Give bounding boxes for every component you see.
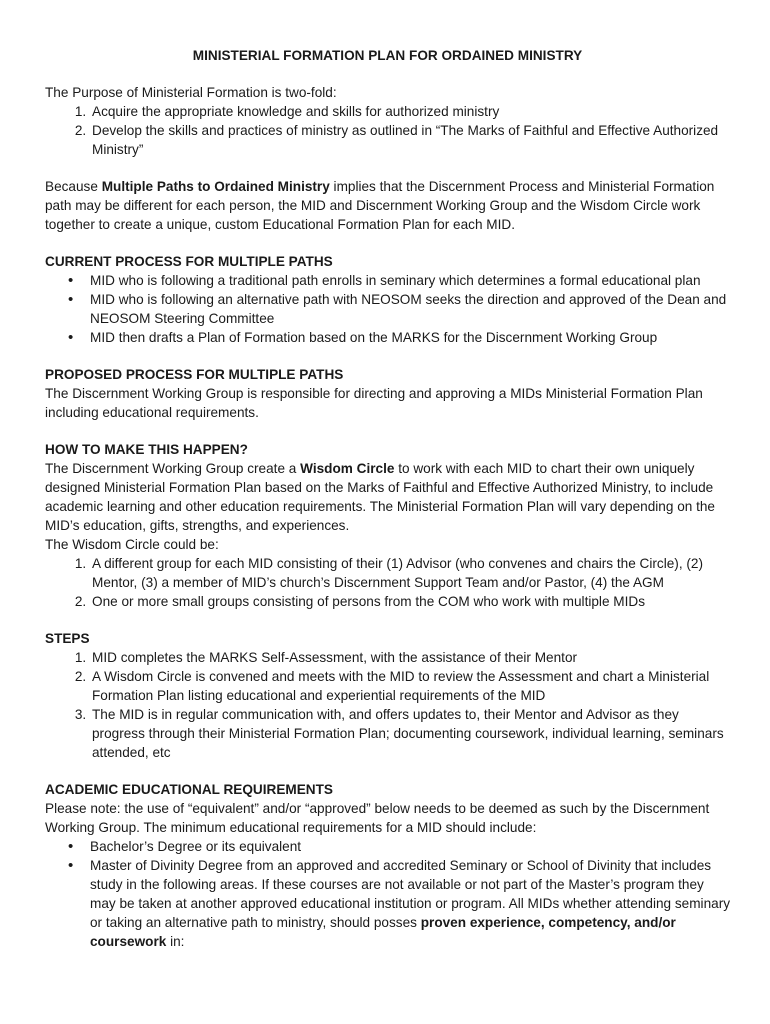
purpose-intro: The Purpose of Ministerial Formation is two-fold:	[45, 85, 337, 100]
wisdom-circle-list	[45, 554, 730, 611]
academic-item: • Bachelor’s Degree or its equivalent	[90, 837, 730, 856]
page-title: MINISTERIAL FORMATION PLAN FOR ORDAINED MINISTRY	[192, 48, 583, 63]
purpose-list	[45, 102, 730, 159]
academic-note: Please note: the use of “equivalent” and/or “approved” below needs to be deemed as such by the Discernment Working Group. The minimum educational requirements for a MID should include:	[45, 801, 710, 835]
current-process-item: • MID who is following an alternative path with NEOSOM seeks the direction and approved of the Dean and NEOSOM Steering Committee	[90, 290, 730, 328]
because-pre: Because	[45, 179, 102, 194]
academic-item	[90, 856, 730, 951]
proposed-process-section	[45, 365, 730, 422]
because-post: implies that the Discernment Process and Ministerial Formation path may be different for each person, the MID and Discernment Working Group and the Wisdom Circle work together to create a unique, custom Educational Formation Plan for each MID.	[45, 179, 715, 232]
step-item: 1. MID completes the MARKS Self-Assessment, with the assistance of their Mentor	[90, 648, 730, 667]
how-to-post: to work with each MID to chart their own uniquely designed Ministerial Formation Plan based on the Marks of Faithful and Effective Authorized Ministry, to include academic learning and other education requirements. The Ministerial Formation Plan will vary depending on the MID’s education, gifts, strengths, and experiences.	[45, 461, 715, 533]
step-item: 2. A Wisdom Circle is convened and meets with the MID to review the Assessment and chart a Ministerial Formation Plan listing educational and experiential requirements of the MID	[90, 667, 730, 705]
how-to-section	[45, 440, 730, 611]
because-paragraph	[45, 177, 730, 234]
current-process-section	[45, 252, 730, 347]
academic-heading: ACADEMIC EDUCATIONAL REQUIREMENTS	[45, 782, 333, 797]
academic-item-post: in:	[166, 934, 185, 949]
academic-list	[45, 837, 730, 951]
purpose-section	[45, 83, 730, 159]
how-to-pre: The Discernment Working Group create a	[45, 461, 301, 476]
wisdom-circle-item: 2. One or more small groups consisting of persons from the COM who work with multiple MIDs	[90, 592, 730, 611]
proposed-process-text: The Discernment Working Group is responsible for directing and approving a MIDs Ministerial Formation Plan including educational requirements.	[45, 386, 703, 420]
current-process-item: • MID then drafts a Plan of Formation based on the MARKS for the Discernment Working Group	[90, 328, 730, 347]
how-to-heading: HOW TO MAKE THIS HAPPEN?	[45, 442, 248, 457]
how-to-paragraph	[45, 459, 730, 535]
purpose-item: 1. Acquire the appropriate knowledge and skills for authorized ministry	[90, 102, 730, 121]
proposed-process-heading: PROPOSED PROCESS FOR MULTIPLE PATHS	[45, 367, 344, 382]
steps-list	[45, 648, 730, 762]
steps-section	[45, 629, 730, 762]
academic-item-bold: proven experience, competency, and/or coursework	[90, 915, 676, 949]
how-to-bold: Wisdom Circle	[300, 461, 395, 476]
purpose-item: 2. Develop the skills and practices of ministry as outlined in “The Marks of Faithful and Effective Authorized Ministry”	[90, 121, 730, 159]
wisdom-circle-item: 1. A different group for each MID consisting of their (1) Advisor (who convenes and chairs the Circle), (2) Mentor, (3) a member of MID’s church’s Discernment Support Team and/or Pastor, (4) the AGM	[90, 554, 730, 592]
academic-item-pre: Master of Divinity Degree from an approved and accredited Seminary or School of Divinity that includes study in the following areas. If these courses are not available or not part of the Master’s program they may be taken at another approved educational institution or program. All MIDs whether attending seminary or taking an alternative path to ministry, should posses	[90, 858, 731, 930]
wisdom-circle-intro: The Wisdom Circle could be:	[45, 537, 219, 552]
academic-section	[45, 780, 730, 951]
step-item: 3. The MID is in regular communication with, and offers updates to, their Mentor and Advisor as they progress through their Ministerial Formation Plan; documenting coursework, individual learning, seminars attended, etc	[90, 705, 730, 762]
steps-heading: STEPS	[45, 631, 90, 646]
current-process-item: • MID who is following a traditional path enrolls in seminary which determines a formal educational plan	[90, 271, 730, 290]
because-bold: Multiple Paths to Ordained Ministry	[101, 179, 330, 194]
current-process-heading: CURRENT PROCESS FOR MULTIPLE PATHS	[45, 254, 333, 269]
current-process-list	[45, 271, 730, 347]
